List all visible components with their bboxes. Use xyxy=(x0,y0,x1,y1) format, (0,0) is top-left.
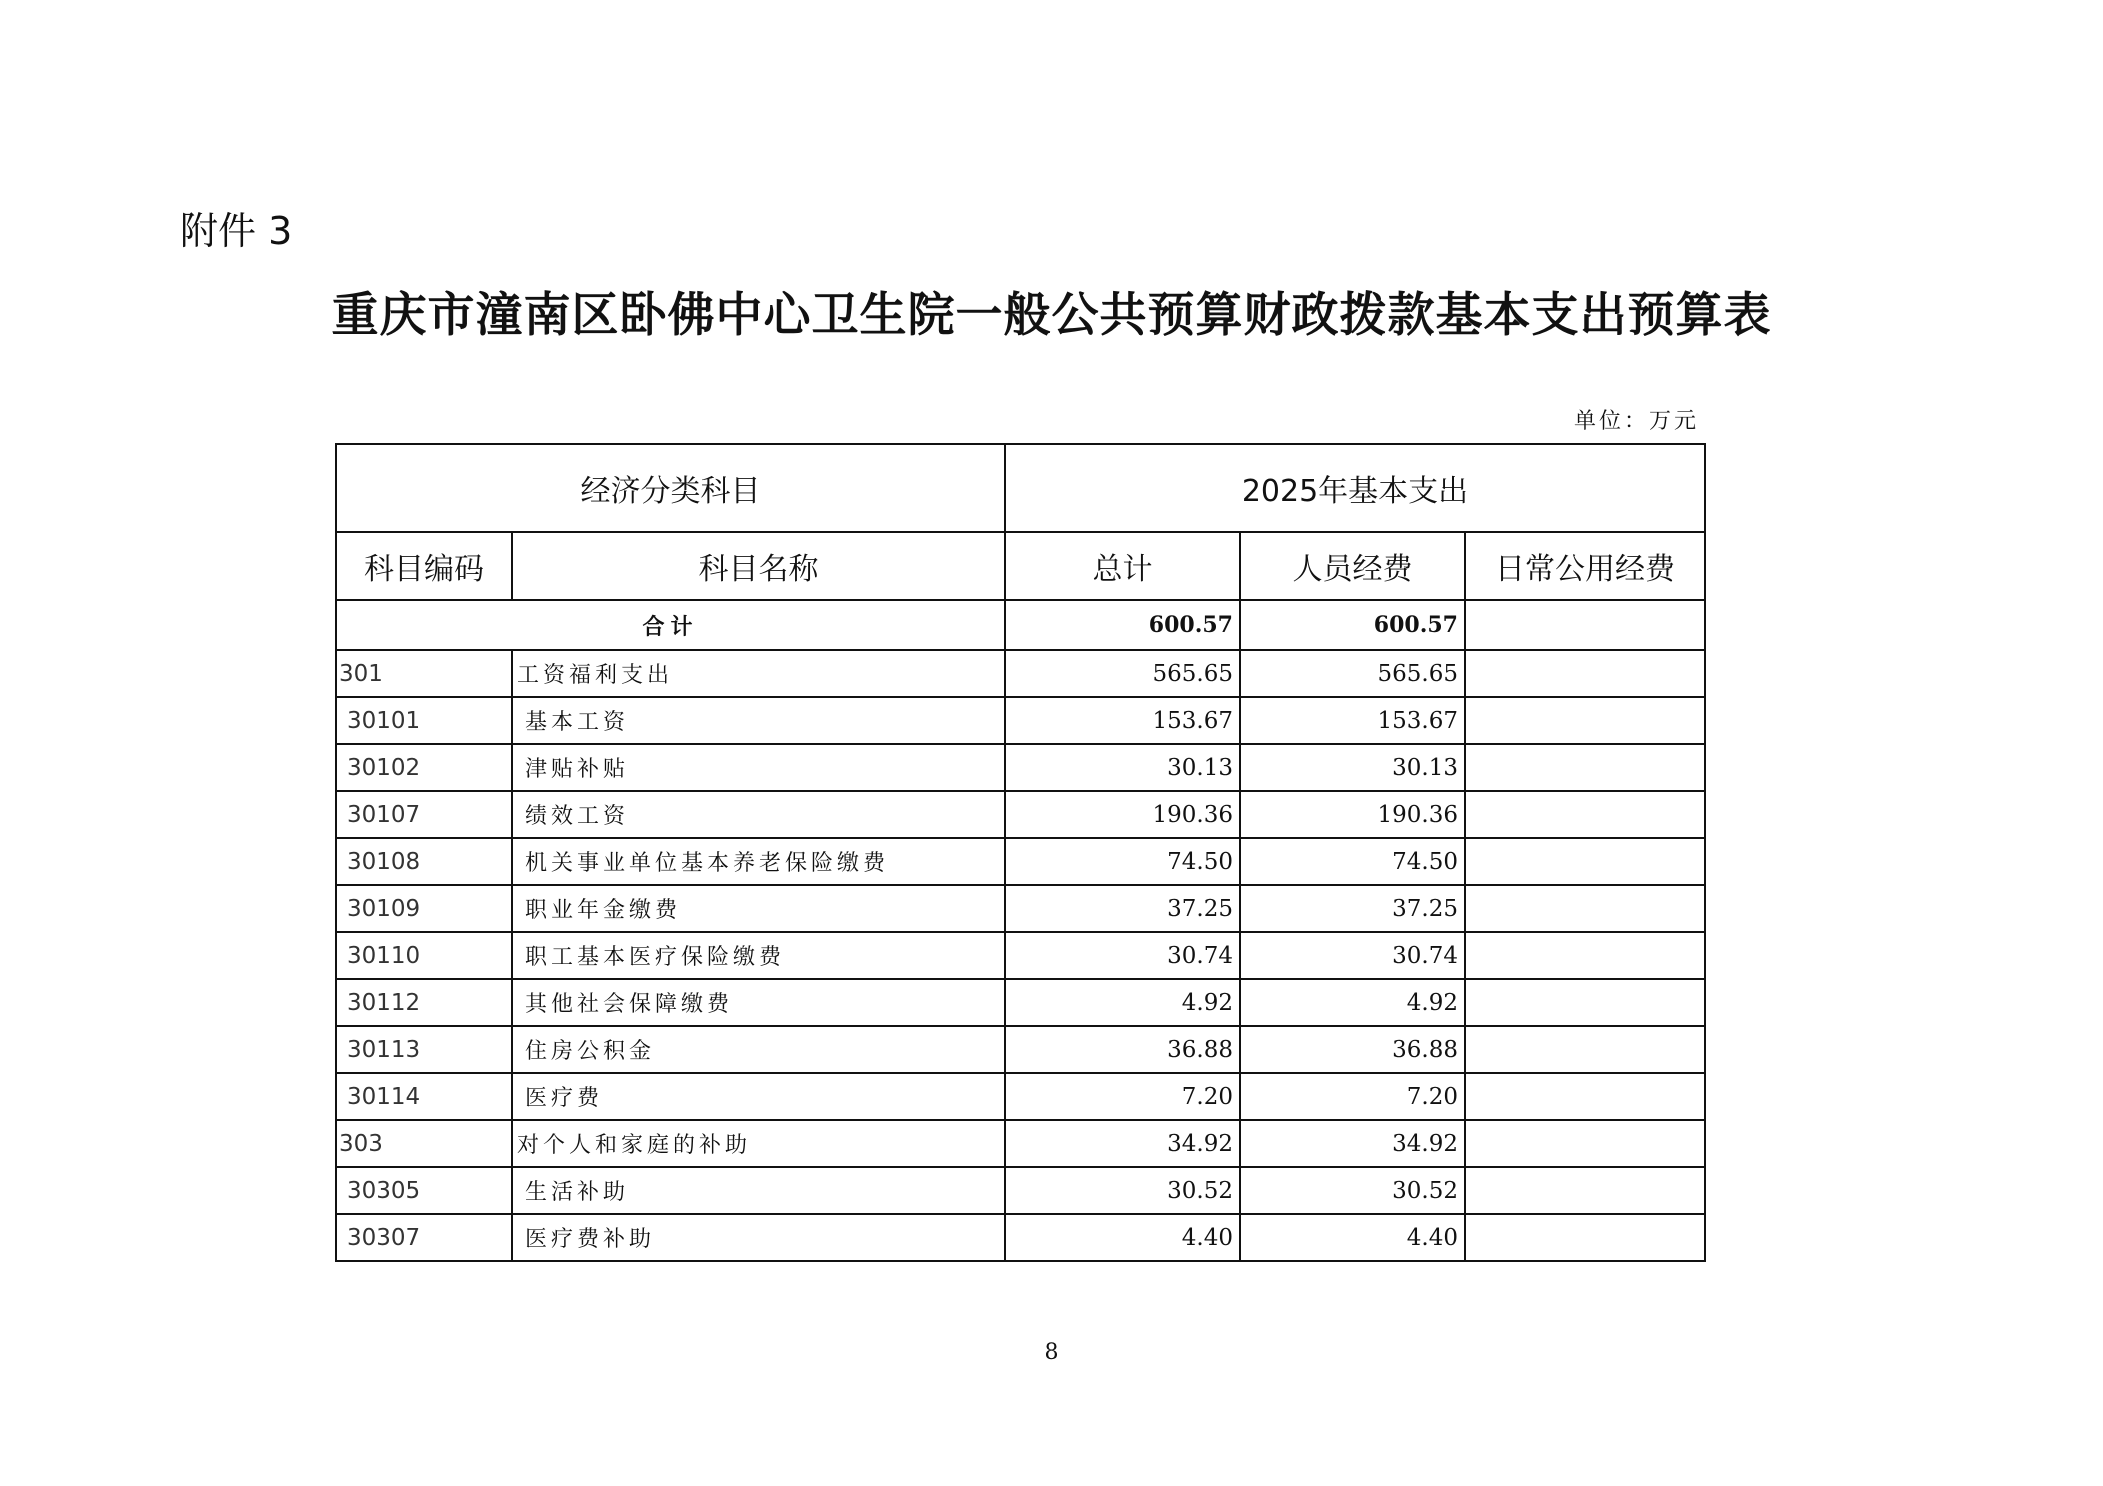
row-total: 4.40 xyxy=(1005,1214,1240,1261)
header-total: 总计 xyxy=(1005,532,1240,600)
row-personnel: 30.13 xyxy=(1240,744,1465,791)
header-name: 科目名称 xyxy=(512,532,1005,600)
row-code: 30109 xyxy=(336,885,512,932)
row-total: 37.25 xyxy=(1005,885,1240,932)
row-total: 74.50 xyxy=(1005,838,1240,885)
page-title: 重庆市潼南区卧佛中心卫生院一般公共预算财政拨款基本支出预算表 xyxy=(331,288,1772,343)
table-row xyxy=(336,1026,1705,1073)
table-row xyxy=(336,932,1705,979)
row-personnel: 30.52 xyxy=(1240,1167,1465,1214)
total-personnel: 600.57 xyxy=(1240,600,1465,650)
table-row xyxy=(336,885,1705,932)
row-code: 303 xyxy=(336,1120,512,1167)
unit-label: 单位：万元 xyxy=(1573,409,1699,434)
row-code: 30101 xyxy=(336,697,512,744)
column-header-row xyxy=(336,532,1705,600)
row-public xyxy=(1465,1026,1705,1073)
row-personnel: 74.50 xyxy=(1240,838,1465,885)
table-row xyxy=(336,979,1705,1026)
row-code: 30110 xyxy=(336,932,512,979)
row-name: 基本工资 xyxy=(512,697,1005,744)
row-name: 对个人和家庭的补助 xyxy=(512,1120,1005,1167)
header-personnel: 人员经费 xyxy=(1240,532,1465,600)
row-public xyxy=(1465,744,1705,791)
row-name: 生活补助 xyxy=(512,1167,1005,1214)
row-public xyxy=(1465,838,1705,885)
row-public xyxy=(1465,1167,1705,1214)
row-personnel: 4.92 xyxy=(1240,979,1465,1026)
row-code: 301 xyxy=(336,650,512,697)
row-name: 医疗费补助 xyxy=(512,1214,1005,1261)
table-row xyxy=(336,1167,1705,1214)
row-code: 30307 xyxy=(336,1214,512,1261)
row-code: 30107 xyxy=(336,791,512,838)
total-amount: 600.57 xyxy=(1005,600,1240,650)
group-header-row xyxy=(336,444,1705,532)
row-name: 医疗费 xyxy=(512,1073,1005,1120)
page-number: 8 xyxy=(1044,1340,1059,1365)
row-public xyxy=(1465,1120,1705,1167)
total-public xyxy=(1465,600,1705,650)
row-public xyxy=(1465,1214,1705,1261)
row-personnel: 565.65 xyxy=(1240,650,1465,697)
row-personnel: 34.92 xyxy=(1240,1120,1465,1167)
row-personnel: 153.67 xyxy=(1240,697,1465,744)
budget-table xyxy=(335,443,1706,1262)
row-public xyxy=(1465,1073,1705,1120)
row-personnel: 7.20 xyxy=(1240,1073,1465,1120)
row-code: 30108 xyxy=(336,838,512,885)
row-name: 津贴补贴 xyxy=(512,744,1005,791)
row-code: 30114 xyxy=(336,1073,512,1120)
row-public xyxy=(1465,932,1705,979)
row-name: 住房公积金 xyxy=(512,1026,1005,1073)
row-public xyxy=(1465,885,1705,932)
row-code: 30113 xyxy=(336,1026,512,1073)
row-personnel: 36.88 xyxy=(1240,1026,1465,1073)
row-name: 职工基本医疗保险缴费 xyxy=(512,932,1005,979)
header-basic-expenditure-2025: 2025年基本支出 xyxy=(1005,444,1705,532)
row-total: 36.88 xyxy=(1005,1026,1240,1073)
row-personnel: 30.74 xyxy=(1240,932,1465,979)
row-personnel: 190.36 xyxy=(1240,791,1465,838)
row-name: 工资福利支出 xyxy=(512,650,1005,697)
header-econ-category: 经济分类科目 xyxy=(336,444,1005,532)
row-code: 30102 xyxy=(336,744,512,791)
row-name: 其他社会保障缴费 xyxy=(512,979,1005,1026)
row-total: 7.20 xyxy=(1005,1073,1240,1120)
row-total: 30.52 xyxy=(1005,1167,1240,1214)
row-total: 4.92 xyxy=(1005,979,1240,1026)
row-code: 30112 xyxy=(336,979,512,1026)
row-personnel: 37.25 xyxy=(1240,885,1465,932)
row-total: 34.92 xyxy=(1005,1120,1240,1167)
attachment-label: 附件 3 xyxy=(180,209,293,253)
total-label: 合计 xyxy=(336,600,1005,650)
row-public xyxy=(1465,650,1705,697)
table-row xyxy=(336,1073,1705,1120)
total-row xyxy=(336,600,1705,650)
header-public: 日常公用经费 xyxy=(1465,532,1705,600)
row-total: 153.67 xyxy=(1005,697,1240,744)
table-row xyxy=(336,697,1705,744)
table-row xyxy=(336,838,1705,885)
row-name: 机关事业单位基本养老保险缴费 xyxy=(512,838,1005,885)
row-public xyxy=(1465,979,1705,1026)
row-total: 190.36 xyxy=(1005,791,1240,838)
table-row xyxy=(336,1120,1705,1167)
table-row xyxy=(336,650,1705,697)
row-personnel: 4.40 xyxy=(1240,1214,1465,1261)
table-row xyxy=(336,791,1705,838)
row-name: 职业年金缴费 xyxy=(512,885,1005,932)
row-total: 565.65 xyxy=(1005,650,1240,697)
row-name: 绩效工资 xyxy=(512,791,1005,838)
table-row xyxy=(336,744,1705,791)
header-code: 科目编码 xyxy=(336,532,512,600)
row-total: 30.74 xyxy=(1005,932,1240,979)
row-code: 30305 xyxy=(336,1167,512,1214)
row-public xyxy=(1465,791,1705,838)
row-public xyxy=(1465,697,1705,744)
table-row xyxy=(336,1214,1705,1261)
row-total: 30.13 xyxy=(1005,744,1240,791)
